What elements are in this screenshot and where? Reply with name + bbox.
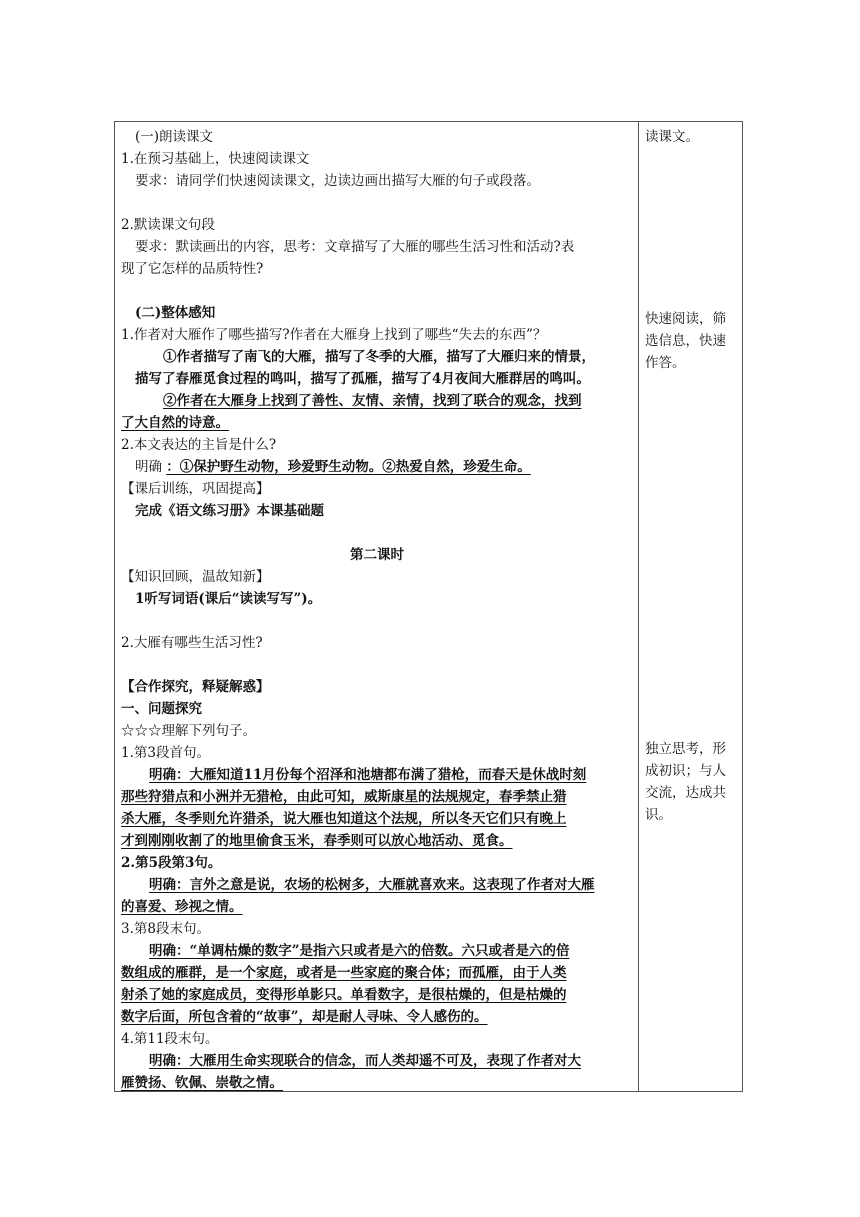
sentence1-answer-line: 杀大雁，冬季则允许猎杀，说大雁也知道这个法规，所以冬天它们只有晚上 — [121, 811, 567, 827]
explore-heading: 【合作探究，释疑解惑】 — [121, 679, 270, 695]
review-heading: 【知识回顾，温故知新】 — [121, 569, 270, 585]
answer2-text: ：①保护野生动物，珍爱野生动物。②热爱自然，珍爱生命。 — [166, 459, 531, 475]
review-item2: 2.大雁有哪些生活习性? — [121, 635, 263, 651]
practice-heading: 【课后训练，巩固提高】 — [121, 481, 270, 497]
question1: 1.作者对大雁作了哪些描写?作者在大雁身上找到了哪些“失去的东西”？ — [121, 327, 547, 343]
section2-heading: (二)整体感知 — [135, 305, 216, 321]
item1-title: 1.在预习基础上，快速阅读课文 — [121, 151, 310, 167]
answer1-line1: ①作者描写了南飞的大雁，描写了冬季的大雁，描写了大雁归来的情景， — [163, 349, 595, 365]
answer1-line2: 描写了春雁觅食过程的鸣叫，描写了孤雁，描写了4月夜间大雁群居的鸣叫。 — [135, 371, 590, 387]
note-independent-thinking: 独立思考，形成初识；与人交流，达成共识。 — [645, 741, 726, 823]
note-read-text: 读课文。 — [645, 129, 699, 145]
answer2 — [121, 456, 633, 478]
answer1-line4: 了大自然的诗意。 — [121, 415, 229, 431]
answer2-label: 明确 — [135, 459, 162, 475]
sentence3-title: 3.第8段末句。 — [121, 921, 210, 937]
sentence3-answer-line: 数组成的雁群，是一个家庭，或者是一些家庭的聚合体；而孤雁，由于人类 — [121, 965, 567, 981]
sentence4-title: 4.第11段末句。 — [121, 1031, 219, 1047]
explore-subheading: 一、问题探究 — [121, 701, 202, 717]
question2: 2.本文表达的主旨是什么? — [121, 437, 277, 453]
sentence3-answer-line: 明确：“单调枯燥的数字”是指六只或者是六的倍数。六只或者是六的倍 — [149, 943, 570, 959]
item2-title: 2.默读课文句段 — [121, 217, 215, 233]
sentence1-answer-line: 明确：大雁知道11月份每个沼泽和池塘都布满了猎枪，而春天是休战时刻 — [149, 767, 587, 783]
main-content-column — [121, 126, 633, 1094]
sentence1-answer-line: 才到刚刚收割了的地里偷食玉米，春季则可以放心地活动、觅食。 — [121, 833, 513, 849]
sentence3-answer-line: 数字后面，所包含着的“故事”，却是耐人寻味、令人感伤的。 — [121, 1009, 488, 1025]
sentence2-answer-line: 的喜爱、珍视之情。 — [121, 899, 243, 915]
review-item1: 1听写词语(课后“读读写写”)。 — [135, 591, 322, 607]
answer1-line3: ②作者在大雁身上找到了善性、友情、亲情，找到了联合的观念，找到 — [163, 393, 582, 409]
lesson2-title: 第二课时 — [350, 547, 404, 563]
item1-requirement: 要求：请同学们快速阅读课文，边读边画出描写大雁的句子或段落。 — [135, 173, 540, 189]
column-divider — [638, 122, 639, 1091]
note-quick-read: 快速阅读，筛选信息，快速作答。 — [645, 311, 726, 371]
sentence3-answer-line: 射杀了她的家庭成员，变得形单影只。单看数字，是很枯燥的，但是枯燥的 — [121, 987, 567, 1003]
sentence4-answer-line: 雁赞扬、钦佩、崇敬之情。 — [121, 1075, 283, 1091]
sentence4-answer-line: 明确：大雁用生命实现联合的信念，而人类却遥不可及，表现了作者对大 — [149, 1053, 581, 1069]
sentence2-answer-line: 明确：言外之意是说，农场的松树多，大雁就喜欢来。这表现了作者对大雁 — [149, 877, 595, 893]
item2-requirement-line1: 要求：默读画出的内容，思考：文章描写了大雁的哪些生活习性和活动?表 — [135, 239, 575, 255]
lesson-plan-table — [114, 121, 743, 1092]
sentence1-answer-line: 那些狩猎点和小洲并无猎枪，由此可知，威斯康星的法规规定，春季禁止猎 — [121, 789, 567, 805]
practice-text: 完成《语文练习册》本课基础题 — [135, 503, 324, 519]
sentence1-title: 1.第3段首句。 — [121, 745, 210, 761]
section1-heading: (一)朗读课文 — [135, 129, 214, 145]
item2-requirement-line2: 现了它怎样的品质特性? — [121, 261, 264, 277]
sentence2-title: 2.第5段第3句。 — [121, 855, 222, 871]
explore-task: ☆☆☆理解下列句子。 — [121, 723, 256, 739]
